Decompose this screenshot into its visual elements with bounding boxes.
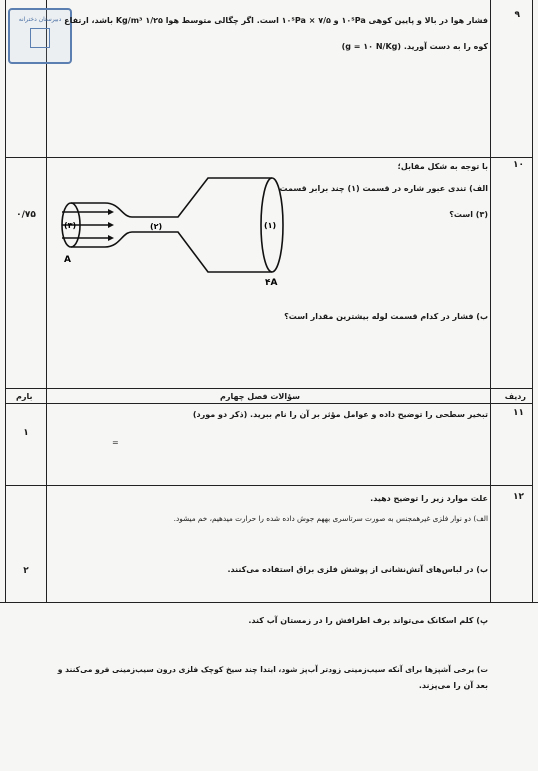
pipe-outline-top [71,178,272,217]
label-area-small: A [64,255,71,265]
label-area-large: ۴A [265,278,278,288]
q11-mark: = [112,438,119,447]
stamp-emblem [30,28,50,48]
q9-line-1: فشار هوا در بالا و پایین کوهی ۱۰⁵Pa و ۱۰⁵Pa × ۷/۵ است. اگر چگالی متوسط هوا ۱/۲۵ Kg/m³ باشد، ارتفاع [64,16,488,25]
question-number-9: ۹ [514,10,520,20]
q12-score: ۲ [23,566,29,576]
section-header-bottom [5,403,533,404]
row-column-divider [490,0,491,602]
section-header-top [5,388,533,389]
q11-text: تبخیر سطحی را توضیح داده و عوامل مؤثر بر آن را نام ببرید. (ذکر دو مورد) [192,410,488,419]
header-row-col: ردیف [504,392,526,401]
question-number-12: ۱۲ [513,492,524,502]
q10-intro: با توجه به شکل مقابل؛ [397,162,488,171]
q10-part-a-line-1: الف) تندی عبور شاره در قسمت (۱) چند برابر قسمت [279,184,488,193]
border-right [532,0,533,602]
q11-score: ۱ [23,428,29,438]
label-section-2: (۲) [150,222,163,231]
q10-part-b: ب) فشار در کدام قسمت لوله بیشترین مقدار است؟ [284,312,488,321]
q12-part-a: الف) دو نوار فلزی غیرهمجنس به صورت سرتاسری بههم جوش داده شده را حرارت میدهیم، خم میشود. [173,514,488,523]
q10-score: ۰/۷۵ [16,210,36,220]
score-column-divider [46,0,47,602]
question-number-11: ۱۱ [513,408,524,418]
row-divider-q12 [5,485,533,486]
border-left [5,0,6,602]
section-title: سؤالات فصل چهارم [220,392,300,401]
q12-part-p: پ) کلم اسکانک می‌تواند برف اطرافش را در زمستان آب کند. [248,616,488,625]
school-stamp: دبیرستان دخترانه [8,8,72,64]
header-score-col: بارم [16,392,33,401]
q12-intro: علت موارد زیر را توضیح دهید. [370,494,488,503]
fold-line [0,602,538,603]
pipe-diagram [50,172,310,292]
question-number-10: ۱۰ [513,160,524,170]
q12-part-t-line-2: بعد آن را می‌پزند. [418,681,488,690]
row-divider-q10 [5,157,533,158]
q10-part-a-line-2: (۳) است؟ [449,210,488,219]
q12-part-t-line-1: ت) برخی آشپزها برای آنکه سیب‌زمینی زودتر آب‌پز شود، ابتدا چند سیخ کوچک فلزی درون سیب‌زمینی فرو می‌کنند و [57,665,488,674]
label-section-1: (۱) [264,221,277,230]
q9-line-2: کوه را به دست آورید. (g = ۱۰ N/Kg) [341,42,488,51]
label-section-3: (۳) [64,221,77,230]
q12-part-b: ب) در لباس‌های آتش‌نشانی از پوشش فلزی براق استفاده می‌کنند. [227,565,488,574]
